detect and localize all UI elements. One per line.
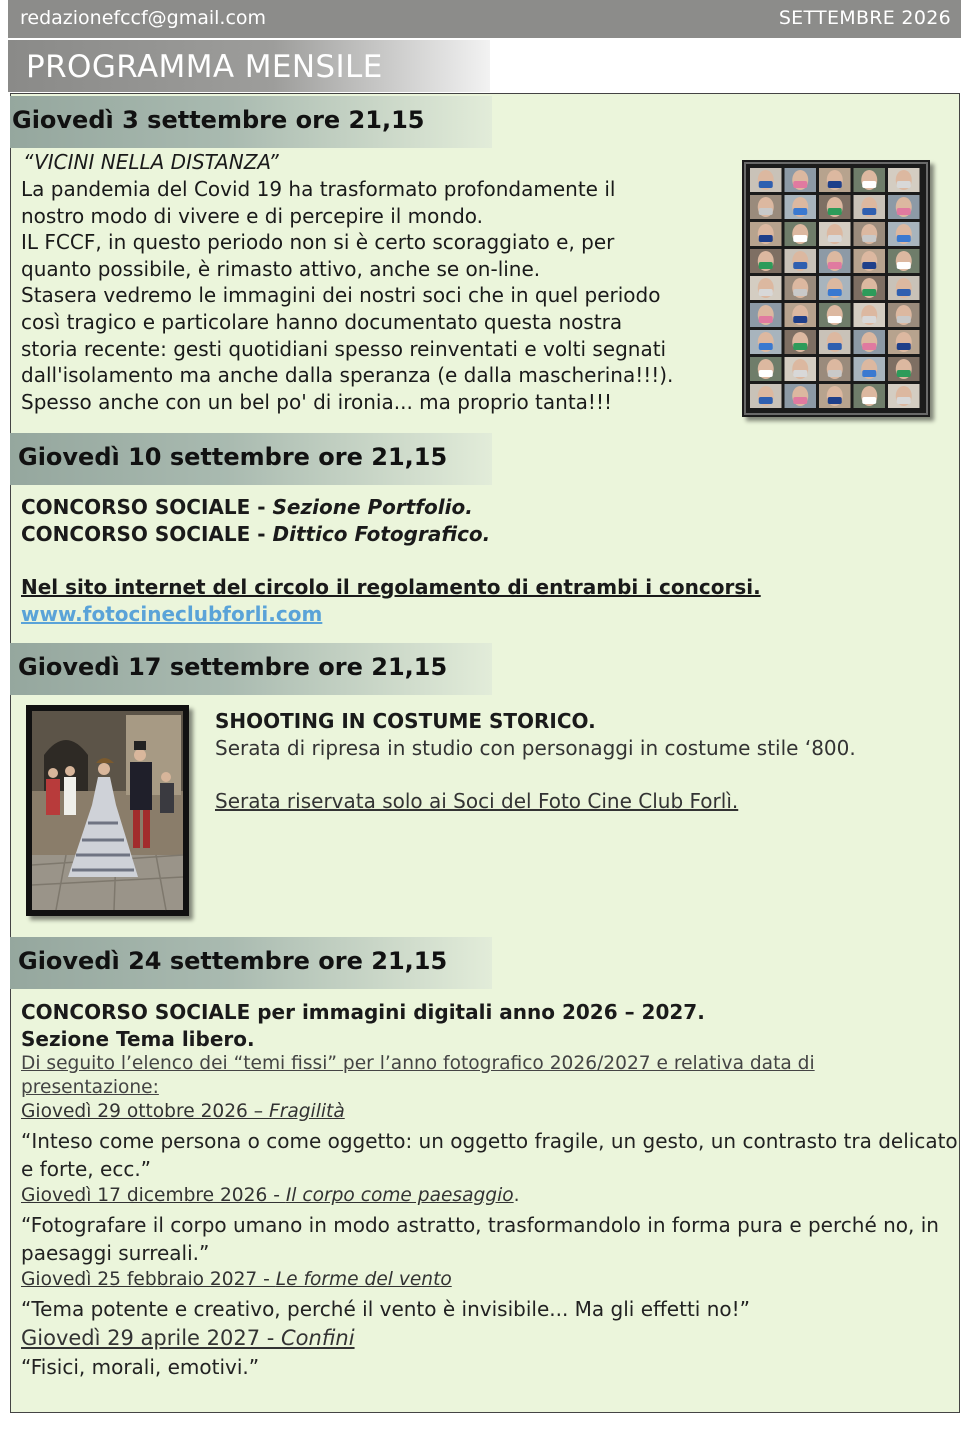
event-3-description: Serata di ripresa in studio con personaggi in costume stile ‘800.	[215, 735, 856, 760]
event-1-heading: Giovedì 3 settembre ore 21,15	[12, 106, 425, 134]
event-4-section: Sezione Tema libero.	[21, 1027, 255, 1051]
event-4-intro-line: Di seguito l’elenco dei “temi fissi” per l’anno fotografico 2026/2027 e relativa data di	[21, 1053, 815, 1074]
theme-2-desc: paesaggi surreali.”	[21, 1241, 210, 1265]
event-1-line: quanto possibile, è rimasto attivo, anche se on-line.	[21, 256, 541, 281]
theme-3-date: Giovedì 25 febbraio 2027 - Le forme del vento	[21, 1269, 452, 1290]
event-2-notice: Nel sito internet del circolo il regolamento di entrambi i concorsi.	[21, 575, 761, 599]
event-2-line-dittico: CONCORSO SOCIALE - Dittico Fotografico.	[21, 521, 491, 546]
issue-month: SETTEMBRE 2026	[778, 7, 951, 29]
program-panel	[10, 93, 960, 1413]
event-3-members-note: Serata riservata solo ai Soci del Foto Cine Club Forlì.	[215, 788, 739, 813]
event-1-line: storia recente: gesti quotidiani spesso reinventati e volti segnati	[21, 336, 667, 361]
event-1-line: così tragico e particolare hanno documentato questa nostra	[21, 310, 623, 334]
event-1-line: La pandemia del Covid 19 ha trasformato profondamente il	[21, 177, 616, 201]
event-1-subtitle: “VICINI NELLA DISTANZA”	[23, 150, 279, 174]
masked-faces-collage-image	[742, 160, 930, 417]
theme-1-date: Giovedì 29 ottobre 2026 – Fragilità	[21, 1101, 345, 1122]
contact-email: redazionefccf@gmail.com	[20, 7, 267, 29]
event-1-line: nostro modo di vivere e di percepire il mondo.	[21, 203, 484, 228]
event-4-title: CONCORSO SOCIALE per immagini digitali anno 2026 – 2027.	[21, 1000, 705, 1024]
event-2-heading: Giovedì 10 settembre ore 21,15	[18, 443, 448, 471]
costume-photo-image	[26, 705, 189, 916]
club-website-link[interactable]: www.fotocineclubforli.com	[21, 601, 323, 626]
event-1-line: Spesso anche con un bel po' di ironia... ma proprio tanta!!!	[21, 389, 612, 414]
event-1-heading-bar	[10, 96, 492, 148]
event-1-line: dall'isolamento ma anche dalla speranza (e dalla mascherina!!!).	[21, 363, 674, 388]
page-title-bar	[8, 40, 490, 92]
event-4-heading: Giovedì 24 settembre ore 21,15	[18, 947, 448, 975]
theme-3-desc: “Tema potente e creativo, perché il vento è invisibile... Ma gli effetti no!”	[21, 1297, 750, 1321]
event-3-heading: Giovedì 17 settembre ore 21,15	[18, 653, 448, 681]
top-bar	[8, 0, 961, 38]
theme-1-desc: e forte, ecc.”	[21, 1157, 152, 1181]
theme-2-date: Giovedì 17 dicembre 2026 - Il corpo come paesaggio.	[21, 1185, 520, 1206]
event-1-line: Stasera vedremo le immagini dei nostri soci che in quel periodo	[21, 283, 661, 308]
theme-4-desc: “Fisici, morali, emotivi.”	[21, 1355, 260, 1379]
theme-1-desc: “Inteso come persona o come oggetto: un oggetto fragile, un gesto, un contrasto tra delicato	[21, 1129, 958, 1153]
theme-4-date: Giovedì 29 aprile 2027 - Confini	[21, 1326, 355, 1350]
page-title: PROGRAMMA MENSILE	[26, 49, 383, 85]
event-2-heading-bar	[10, 433, 492, 485]
event-1-line: IL FCCF, in questo periodo non si è certo scoraggiato e, per	[21, 230, 615, 255]
event-4-heading-bar	[10, 937, 492, 989]
event-3-title: SHOOTING IN COSTUME STORICO.	[215, 709, 596, 733]
event-4-intro-line: presentazione:	[21, 1077, 159, 1098]
theme-2-desc: “Fotografare il corpo umano in modo astratto, trasformandolo in forma pura e perché no, in	[21, 1213, 939, 1237]
event-3-heading-bar	[10, 643, 492, 695]
event-2-line-portfolio: CONCORSO SOCIALE - Sezione Portfolio.	[21, 495, 473, 519]
